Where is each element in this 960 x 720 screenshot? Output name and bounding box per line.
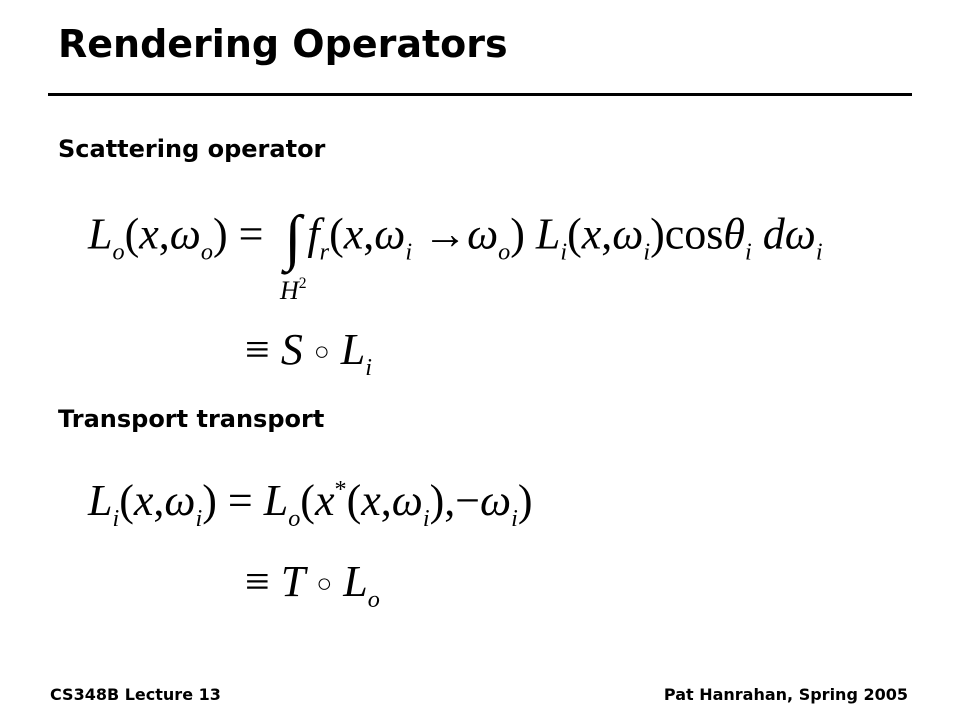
transport-equation: $L_i(x,\omega_i) = L_o(x^*(x,\omega_i),-\omega_i)$ — [88, 476, 533, 533]
slide-title: Rendering Operators — [58, 22, 508, 66]
title-divider — [48, 93, 912, 96]
footer-course: CS348B Lecture 13 — [50, 685, 221, 704]
section-heading-scattering: Scattering operator — [58, 135, 326, 163]
footer-author: Pat Hanrahan, Spring 2005 — [663, 685, 908, 704]
integral-sign: ∫ — [284, 204, 302, 272]
scattering-operator-equation: ≡ S ○ $L_i$ — [245, 325, 372, 381]
scattering-equation: $L_o(x,\omega_o)$ = ∫ $f_r(x,\omega_i \to\omega_o)$ $L_i(x,\omega_i)\cos\theta_i$ $d\omega_i$ — [88, 204, 823, 272]
integral-domain: $H^2$ — [280, 275, 307, 305]
section-heading-transport: Transport transport — [58, 405, 325, 433]
transport-operator-equation: ≡ T ○ $L_o$ — [245, 557, 380, 613]
